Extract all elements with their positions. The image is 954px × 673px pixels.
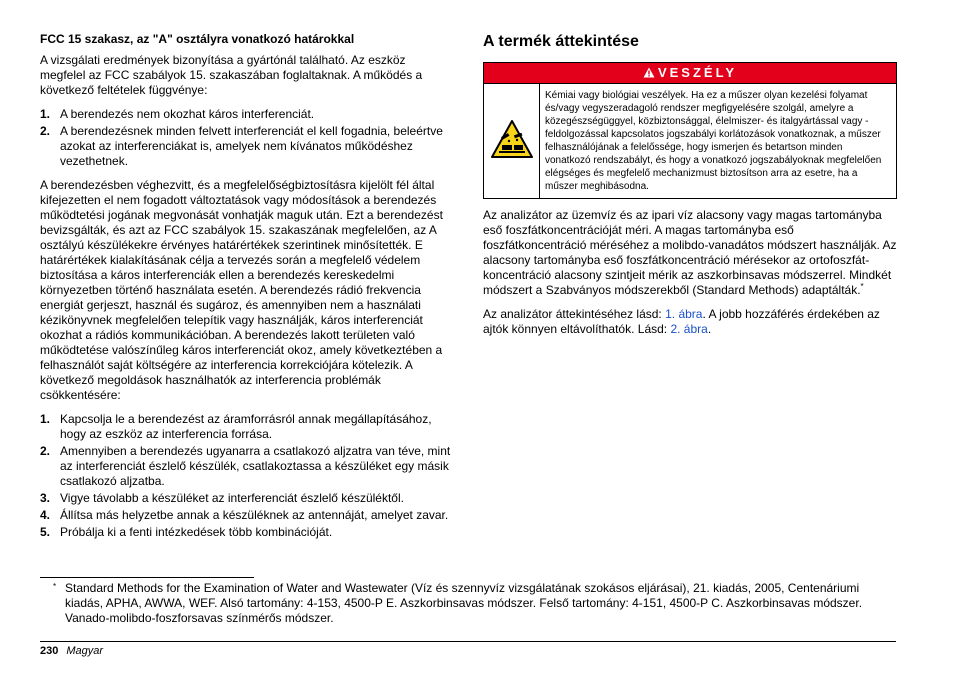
footnote-text: Standard Methods for the Examination of Water and Wastewater (Víz és szennyvíz vizsgálatának szokásos eljárásai), 21. kiadás, 2005, Centenáriumi kiadás, APHA, AWWA, WEF. Alsó tartomány: 4-153, 4500-P E. Aszkorbinsavas módszer. Felső tartomány: 4-151, 4500-P C. Aszkorbinsavas módszer. Vanado-molibdo-foszforsavas színmérős módszer. bbox=[65, 581, 863, 625]
footnote-divider bbox=[40, 577, 254, 578]
list-item bbox=[40, 412, 454, 442]
footer-language: Magyar bbox=[66, 645, 104, 657]
analyzer-description-text: Az analizátor az üzemvíz és az ipari víz alacsony vagy magas tartományba eső foszfátkoncentrációját méri. A magas tartományba eső foszfátkoncentráció méréséhez a molibdo-vanadátos módszert használják. Az alacsony tartományba eső foszfátkoncentráció mérésekor az ortofoszfát-koncentráció alacsony szintjeit mérik az aszkorbinsavas módszerrel. Mindkét módszert a Szabványos módszerekből (Standard Methods) adaptálták. bbox=[483, 208, 897, 297]
list-number: 2. bbox=[40, 124, 51, 138]
warning-triangle-icon bbox=[643, 66, 655, 81]
left-column bbox=[40, 32, 454, 549]
list-item bbox=[40, 525, 454, 540]
danger-icon-cell bbox=[484, 84, 540, 199]
figure-1-link[interactable]: 1. ábra bbox=[665, 307, 703, 321]
list-number: 2. bbox=[40, 444, 51, 458]
fcc-intro: A vizsgálati eredmények bizonyítása a gyártónál található. Az eszköz megfelel az FCC szabályok 15. szakaszában foglaltaknak. A működés a következő feltételek függvénye: bbox=[40, 53, 423, 97]
list-item bbox=[40, 508, 454, 523]
list-number: 1. bbox=[40, 107, 51, 121]
list-item bbox=[40, 491, 454, 506]
list-text: A berendezés nem okozhat káros interferenciát. bbox=[60, 107, 315, 121]
right-column bbox=[483, 32, 897, 346]
danger-notice bbox=[483, 62, 897, 199]
list-item bbox=[40, 107, 454, 122]
overview-reference bbox=[483, 307, 897, 337]
footnote bbox=[40, 581, 900, 626]
danger-text: Kémiai vagy biológiai veszélyek. Ha ez a műszer olyan kezelési folyamat és/vagy vegyszeradagoló rendszer megfigyelésére szolgál, amelyre a közegészségüggyel, közbiztonsággal, élelmiszer- és italgyártással vagy -feldolgozással kapcsolatos jogszabályi korlátozások vonatkoznak, a műszer felhasználójának a felelőssége, hogy ismerjen és betartson minden vonatkozó rendszabályt, és hogy a vonatkozó jogszabályoknak megfelelően elégséges és megfelelő mechanizmust biztosítson arra az esetre, ha a műszer meghibásodna. bbox=[540, 84, 897, 199]
list-number: 1. bbox=[40, 412, 51, 426]
footnote-mark: * bbox=[53, 582, 57, 591]
figure-2-link[interactable]: 2. ábra bbox=[670, 322, 708, 336]
list-text: Állítsa más helyzetbe annak a készüléknek az antennáját, amelyet zavar. bbox=[60, 508, 449, 522]
list-text: A berendezésnek minden felvett interferenciát el kell fogadnia, beleértve azokat az interferenciákat is, amelyek nem kívánatos működéshez vezethetnek. bbox=[60, 124, 443, 168]
list-number: 3. bbox=[40, 491, 51, 505]
product-overview-heading: A termék áttekintése bbox=[483, 33, 639, 50]
footnote-reference: * bbox=[860, 282, 864, 291]
list-number: 4. bbox=[40, 508, 51, 522]
list-number: 5. bbox=[40, 525, 51, 539]
analyzer-description bbox=[483, 208, 897, 298]
list-item bbox=[40, 124, 454, 169]
page-footer-divider bbox=[40, 641, 896, 642]
danger-header bbox=[484, 63, 897, 84]
page-footer bbox=[40, 644, 103, 658]
interference-steps-list bbox=[40, 412, 454, 540]
list-text: Amennyiben a berendezés ugyanarra a csatlakozó aljzatra van téve, mint az interferenciát észlelő készülék, csatlakoztassa a készüléket egy másik csatlakozó aljzatba. bbox=[60, 444, 451, 488]
fcc-section-heading: FCC 15 szakasz, az "A" osztályra vonatkozó határokkal bbox=[40, 32, 355, 46]
corrosive-hazard-icon bbox=[490, 148, 534, 162]
page-number: 230 bbox=[40, 645, 59, 657]
list-text: Próbálja ki a fenti intézkedések több kombinációját. bbox=[60, 525, 333, 539]
danger-label: VESZÉLY bbox=[657, 65, 738, 80]
list-item bbox=[40, 444, 454, 489]
overview-text-a: Az analizátor áttekintéséhez lásd: bbox=[483, 307, 666, 321]
list-text: Kapcsolja le a berendezést az áramforrásról annak megállapításához, hogy az eszköz az interferencia forrása. bbox=[60, 412, 432, 441]
overview-text-c: . bbox=[707, 322, 712, 336]
list-text: Vigye távolabb a készüléket az interferenciát észlelő készüléktől. bbox=[60, 491, 404, 505]
overview-text-b: . A jobb hozzáférés érdekében az ajtók könnyen eltávolíthatók. Lásd: bbox=[483, 307, 880, 336]
fcc-paragraph: A berendezésben véghezvitt, és a megfelelőségbiztosításra kijelölt fél által kifejezetten el nem fogadott változtatások vagy módosítások a berendezés működtetési jogának megvonását vonhatják maguk után. Ezt a berendezést bevizsgálták, és azt az FCC szabályok 15. szakaszának megfelelően, az A osztályú készülékekre érvényes határértékek szerintinek minősítették. E határértékek kialakításának célja a tervezés során a megfelelő védelem biztosítása a káros interferenciák ellen a berendezés kereskedelmi környezetben történő használata esetén. A berendezés rádió frekvencia energiát gerjeszt, használ és sugároz, és amennyiben nem a használati kézikönyvnek megfelelően telepítik vagy használják, káros interferenciát okozhat a rádiós kommunikációban. A berendezés lakott területen való működtetése valószínűleg káros interferenciát okoz, amely következtében a felhasználót saját költségére az interferencia korrekciójára kötelezik. A következő megoldások használhatók az interferencia problémák csökkentésére: bbox=[40, 178, 443, 402]
fcc-conditions-list bbox=[40, 107, 454, 169]
